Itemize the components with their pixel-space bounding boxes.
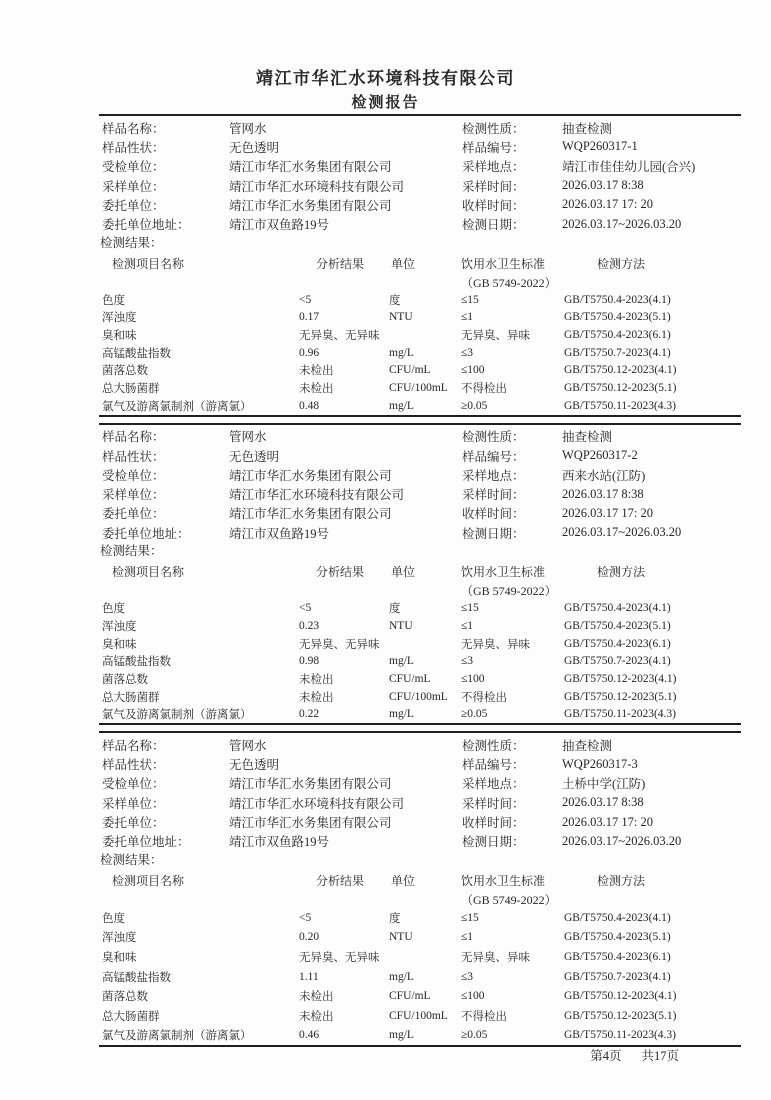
cell-method: GB/T5750.12-2023(5.1) — [564, 382, 677, 395]
cell-standard: 无异臭、异味 — [461, 638, 530, 651]
info-value: 2026.03.17~2026.03.20 — [562, 833, 682, 848]
cell-method: GB/T5750.4-2023(6.1) — [564, 950, 671, 963]
info-label: 检测性质： — [462, 430, 525, 445]
cell-result: 未检出 — [299, 383, 334, 396]
cell-item: 高锰酸盐指数 — [102, 347, 171, 360]
cell-item: 总大肠菌群 — [102, 383, 160, 396]
cell-standard: ≤15 — [461, 602, 479, 615]
info-row — [102, 754, 741, 773]
cell-method: GB/T5750.4-2023(6.1) — [564, 637, 671, 650]
cell-result: 0.98 — [299, 655, 320, 668]
table-row — [99, 928, 741, 948]
cell-standard: ≤15 — [461, 293, 479, 306]
info-label: 检测日期： — [462, 218, 525, 233]
cell-result: 未检出 — [299, 691, 334, 704]
column-header-method: 检测方法 — [597, 873, 646, 888]
info-value: 靖江市佳佳幼儿园(合兴) — [562, 160, 696, 175]
info-label: 样品名称： — [102, 738, 165, 753]
cell-standard: 不得检出 — [461, 383, 507, 396]
info-label: 委托单位地址： — [102, 218, 190, 233]
cell-method: GB/T5750.11-2023(4.3) — [564, 399, 677, 412]
cell-unit: mg/L — [389, 970, 414, 983]
info-row — [102, 427, 741, 446]
info-value: 管网水 — [229, 121, 267, 136]
cell-standard: ≤3 — [461, 655, 474, 668]
info-row — [102, 157, 741, 176]
cell-standard: ≥0.05 — [461, 1029, 488, 1042]
info-label: 采样地点： — [462, 160, 525, 175]
cell-method: GB/T5750.4-2023(6.1) — [564, 329, 671, 341]
cell-unit — [389, 326, 461, 344]
total-pages: 共17页 — [641, 1049, 679, 1064]
info-value: 靖江市华汇水务集团有限公司 — [229, 777, 392, 792]
cell-item: 浑浊度 — [102, 620, 137, 633]
cell-item: 臭和味 — [102, 951, 137, 964]
info-value: 管网水 — [229, 430, 267, 445]
cell-item: 浑浊度 — [102, 312, 137, 325]
info-label: 采样地点： — [462, 468, 525, 483]
standard-header-line1: 饮用水卫生标准 — [461, 256, 546, 271]
info-label: 检测性质： — [462, 738, 525, 753]
report-content — [99, 114, 741, 1064]
table-row — [99, 670, 741, 688]
table-header-row — [99, 869, 741, 908]
company-name: 靖江市华汇水环境科技有限公司 — [256, 69, 515, 88]
column-header-method: 检测方法 — [597, 565, 646, 580]
table-row — [99, 1026, 741, 1046]
info-label: 受检单位： — [102, 160, 165, 175]
info-value: 靖江市双鱼路19号 — [229, 526, 330, 541]
info-row — [102, 774, 741, 793]
cell-item: 臭和味 — [102, 638, 137, 651]
cell-standard: ≤100 — [461, 990, 485, 1003]
info-row — [102, 465, 741, 484]
info-row — [102, 137, 741, 156]
cell-unit: mg/L — [389, 1029, 414, 1042]
info-label: 采样时间： — [462, 488, 525, 503]
cell-result: 未检出 — [299, 1010, 334, 1023]
cell-item: 浑浊度 — [102, 932, 137, 945]
column-header-method: 检测方法 — [597, 256, 646, 271]
cell-method: GB/T5750.7-2023(4.1) — [564, 970, 671, 983]
cell-standard: 不得检出 — [461, 1010, 507, 1023]
table-header-row — [99, 252, 741, 291]
sample-info — [99, 118, 741, 234]
column-header-item: 检测项目名称 — [112, 873, 185, 888]
cell-standard: 不得检出 — [461, 691, 507, 704]
cell-standard: 无异臭、异味 — [461, 330, 530, 342]
cell-result: 未检出 — [299, 991, 334, 1004]
column-header-standard — [461, 252, 564, 291]
info-label: 采样单位： — [102, 796, 165, 811]
cell-result: 无异臭、无异味 — [299, 951, 380, 964]
info-value: 土桥中学(江防) — [562, 777, 646, 792]
info-value: 抽查检测 — [562, 121, 613, 136]
standard-header-line1: 饮用水卫生标准 — [461, 565, 546, 580]
table-header-row — [99, 560, 741, 599]
info-label: 样品性状： — [102, 449, 165, 464]
cell-item: 臭和味 — [102, 330, 137, 342]
cell-method: GB/T5750.4-2023(4.1) — [564, 293, 671, 306]
column-header-unit: 单位 — [391, 565, 416, 580]
results-label: 检测结果： — [100, 852, 163, 867]
cell-unit: NTU — [389, 311, 413, 324]
table-row — [99, 379, 741, 397]
info-value: 西来水站(江防) — [562, 468, 646, 483]
info-value: 靖江市华汇水务集团有限公司 — [229, 198, 392, 213]
cell-result: 无异臭、无异味 — [299, 330, 380, 342]
cell-standard: ≥0.05 — [461, 708, 488, 721]
cell-unit — [389, 635, 461, 653]
cell-unit: NTU — [389, 931, 413, 944]
sample-info — [99, 427, 741, 543]
cell-unit: mg/L — [389, 708, 414, 721]
info-value: 靖江市华汇水务集团有限公司 — [229, 507, 392, 522]
cell-item: 菌落总数 — [102, 991, 148, 1004]
info-value: WQP260317-1 — [562, 139, 638, 154]
table-row — [99, 688, 741, 706]
info-value: WQP260317-3 — [562, 756, 638, 771]
cell-item: 色度 — [102, 603, 125, 616]
info-value: 靖江市华汇水务集团有限公司 — [229, 160, 392, 175]
cell-method: GB/T5750.11-2023(4.3) — [564, 1029, 677, 1042]
info-label: 采样时间： — [462, 796, 525, 811]
table-row — [99, 986, 741, 1006]
table-row — [99, 947, 741, 967]
cell-result: 0.22 — [299, 708, 320, 721]
info-label: 收样时间： — [462, 198, 525, 213]
info-row — [102, 793, 741, 812]
info-label: 委托单位地址： — [102, 526, 190, 541]
table-row — [99, 635, 741, 653]
column-header-result: 分析结果 — [316, 565, 365, 580]
cell-result: <5 — [299, 602, 312, 615]
cell-method: GB/T5750.12-2023(5.1) — [564, 1009, 677, 1022]
info-value: 2026.03.17 8:38 — [562, 486, 644, 501]
info-label: 收样时间： — [462, 816, 525, 831]
column-header-unit: 单位 — [391, 873, 416, 888]
standard-header-line1: 饮用水卫生标准 — [461, 873, 546, 888]
results-table — [99, 252, 741, 415]
table-row — [99, 326, 741, 344]
info-label: 样品性状： — [102, 758, 165, 773]
info-value: 靖江市双鱼路19号 — [229, 218, 330, 233]
cell-item: 色度 — [102, 294, 125, 307]
standard-header-line2: （GB 5749-2022） — [461, 584, 557, 599]
cell-method: GB/T5750.12-2023(4.1) — [564, 990, 677, 1003]
cell-item: 高锰酸盐指数 — [102, 971, 171, 984]
cell-unit: mg/L — [389, 346, 414, 359]
info-label: 受检单位： — [102, 468, 165, 483]
cell-method: GB/T5750.4-2023(5.1) — [564, 931, 671, 944]
cell-standard: ≤3 — [461, 970, 474, 983]
cell-result: <5 — [299, 293, 312, 306]
cell-item: 氯气及游离氯制剂（游离氯） — [102, 1030, 252, 1043]
info-label: 委托单位地址： — [102, 835, 190, 850]
results-label: 检测结果： — [100, 235, 163, 250]
info-row — [102, 504, 741, 523]
info-label: 采样单位： — [102, 488, 165, 503]
info-value: 靖江市华汇水务集团有限公司 — [229, 468, 392, 483]
cell-result: 无异臭、无异味 — [299, 638, 380, 651]
info-value: WQP260317-2 — [562, 448, 638, 463]
cell-result: 0.23 — [299, 619, 320, 632]
info-label: 检测性质： — [462, 121, 525, 136]
cell-standard: ≤100 — [461, 364, 485, 377]
cell-unit: mg/L — [389, 399, 414, 412]
info-label: 采样时间： — [462, 179, 525, 194]
cell-result: 未检出 — [299, 365, 334, 378]
info-row — [102, 214, 741, 233]
cell-method: GB/T5750.12-2023(4.1) — [564, 364, 677, 377]
info-value: 抽查检测 — [562, 738, 613, 753]
info-row — [102, 446, 741, 465]
cell-method: GB/T5750.4-2023(4.1) — [564, 602, 671, 615]
cell-unit: 度 — [389, 294, 401, 307]
info-value: 2026.03.17 8:38 — [562, 178, 644, 193]
cell-method: GB/T5750.4-2023(4.1) — [564, 911, 671, 924]
results-table-body — [99, 908, 741, 1045]
info-label: 样品编号： — [462, 449, 525, 464]
cell-standard: ≤15 — [461, 911, 479, 924]
cell-unit: CFU/100mL — [389, 690, 448, 703]
cell-standard: ≥0.05 — [461, 399, 488, 412]
table-row — [99, 599, 741, 617]
info-label: 样品编号： — [462, 140, 525, 155]
info-row — [102, 832, 741, 851]
standard-header-line2: （GB 5749-2022） — [461, 892, 557, 907]
cell-unit: 度 — [389, 912, 401, 925]
info-value: 2026.03.17~2026.03.20 — [562, 525, 682, 540]
info-value: 无色透明 — [229, 758, 280, 773]
table-row — [99, 652, 741, 670]
info-row — [102, 735, 741, 754]
cell-result: 0.96 — [299, 346, 320, 359]
cell-method: GB/T5750.4-2023(5.1) — [564, 311, 671, 324]
cell-unit: CFU/100mL — [389, 1009, 448, 1022]
report-section — [99, 423, 741, 726]
cell-unit: CFU/100mL — [389, 382, 448, 395]
cell-item: 总大肠菌群 — [102, 691, 160, 704]
sections-container — [99, 114, 741, 1047]
table-row — [99, 397, 741, 415]
results-table-body — [99, 599, 741, 723]
info-value: 2026.03.17 8:38 — [562, 795, 644, 810]
report-header — [0, 0, 771, 114]
info-row — [102, 195, 741, 214]
info-label: 检测日期： — [462, 835, 525, 850]
info-value: 无色透明 — [229, 140, 280, 155]
cell-result: 0.20 — [299, 931, 320, 944]
cell-item: 色度 — [102, 912, 125, 925]
info-value: 靖江市双鱼路19号 — [229, 835, 330, 850]
info-label: 采样单位： — [102, 179, 165, 194]
info-label: 检测日期： — [462, 526, 525, 541]
results-table-body — [99, 291, 741, 415]
report-section — [99, 731, 741, 1047]
info-label: 委托单位： — [102, 198, 165, 213]
report-title: 检测报告 — [351, 95, 420, 111]
info-value: 靖江市华汇水环境科技有限公司 — [229, 488, 405, 503]
cell-standard: 无异臭、异味 — [461, 951, 530, 964]
cell-item: 高锰酸盐指数 — [102, 656, 171, 669]
cell-method: GB/T5750.11-2023(4.3) — [564, 708, 677, 721]
info-row — [102, 118, 741, 137]
cell-standard: ≤1 — [461, 931, 474, 944]
info-value: 靖江市华汇水环境科技有限公司 — [229, 179, 405, 194]
table-row — [99, 706, 741, 724]
cell-item: 菌落总数 — [102, 365, 148, 378]
cell-unit: CFU/mL — [389, 990, 431, 1003]
cell-method: GB/T5750.12-2023(5.1) — [564, 690, 677, 703]
page-footer — [99, 1049, 741, 1064]
table-row — [99, 967, 741, 987]
info-value: 无色透明 — [229, 449, 280, 464]
info-value: 靖江市华汇水环境科技有限公司 — [229, 796, 405, 811]
table-row — [99, 291, 741, 309]
cell-result: 0.48 — [299, 399, 320, 412]
info-row — [102, 812, 741, 831]
info-value: 2026.03.17 17: 20 — [562, 505, 653, 520]
info-label: 样品性状： — [102, 140, 165, 155]
cell-standard: ≤100 — [461, 672, 485, 685]
info-value: 2026.03.17~2026.03.20 — [562, 216, 682, 231]
sample-info — [99, 735, 741, 851]
info-value: 2026.03.17 17: 20 — [562, 814, 653, 829]
cell-unit: CFU/mL — [389, 364, 431, 377]
info-row — [102, 523, 741, 542]
cell-item: 菌落总数 — [102, 673, 148, 686]
column-header-result: 分析结果 — [316, 873, 365, 888]
table-row — [99, 908, 741, 928]
cell-unit: NTU — [389, 619, 413, 632]
cell-item: 总大肠菌群 — [102, 1010, 160, 1023]
cell-unit: mg/L — [389, 655, 414, 668]
table-row — [99, 362, 741, 380]
table-row — [99, 617, 741, 635]
info-label: 受检单位： — [102, 777, 165, 792]
cell-item: 氯气及游离氯制剂（游离氯） — [102, 400, 252, 413]
results-table — [99, 560, 741, 723]
info-label: 委托单位： — [102, 816, 165, 831]
info-label: 收样时间： — [462, 507, 525, 522]
page-number: 第4页 — [590, 1049, 622, 1064]
info-label: 采样地点： — [462, 777, 525, 792]
cell-standard: ≤1 — [461, 619, 474, 632]
info-value: 靖江市华汇水务集团有限公司 — [229, 816, 392, 831]
table-row — [99, 1006, 741, 1026]
cell-result: 未检出 — [299, 673, 334, 686]
column-header-standard — [461, 869, 564, 908]
cell-item: 氯气及游离氯制剂（游离氯） — [102, 709, 252, 722]
info-value: 抽查检测 — [562, 430, 613, 445]
column-header-unit: 单位 — [391, 256, 416, 271]
cell-result: 1.11 — [299, 970, 319, 983]
cell-method: GB/T5750.7-2023(4.1) — [564, 655, 671, 668]
table-row — [99, 308, 741, 326]
results-table — [99, 869, 741, 1045]
results-label: 检测结果： — [100, 544, 163, 559]
standard-header-line2: （GB 5749-2022） — [461, 275, 557, 290]
cell-result: 0.17 — [299, 311, 320, 324]
table-row — [99, 344, 741, 362]
info-label: 样品编号： — [462, 758, 525, 773]
column-header-standard — [461, 560, 564, 599]
cell-standard: ≤3 — [461, 346, 474, 359]
cell-method: GB/T5750.12-2023(4.1) — [564, 672, 677, 685]
info-row — [102, 176, 741, 195]
column-header-item: 检测项目名称 — [112, 565, 185, 580]
info-label: 样品名称： — [102, 430, 165, 445]
report-section — [99, 114, 741, 417]
cell-method: GB/T5750.7-2023(4.1) — [564, 346, 671, 359]
cell-result: <5 — [299, 911, 312, 924]
info-label: 委托单位： — [102, 507, 165, 522]
info-value: 管网水 — [229, 738, 267, 753]
info-value: 2026.03.17 17: 20 — [562, 197, 653, 212]
cell-standard: ≤1 — [461, 311, 474, 324]
info-row — [102, 484, 741, 503]
info-label: 样品名称： — [102, 121, 165, 136]
column-header-result: 分析结果 — [316, 256, 365, 271]
cell-unit — [389, 947, 461, 967]
cell-unit: 度 — [389, 603, 401, 616]
cell-method: GB/T5750.4-2023(5.1) — [564, 619, 671, 632]
cell-unit: CFU/mL — [389, 672, 431, 685]
column-header-item: 检测项目名称 — [112, 256, 185, 271]
cell-result: 0.46 — [299, 1029, 320, 1042]
